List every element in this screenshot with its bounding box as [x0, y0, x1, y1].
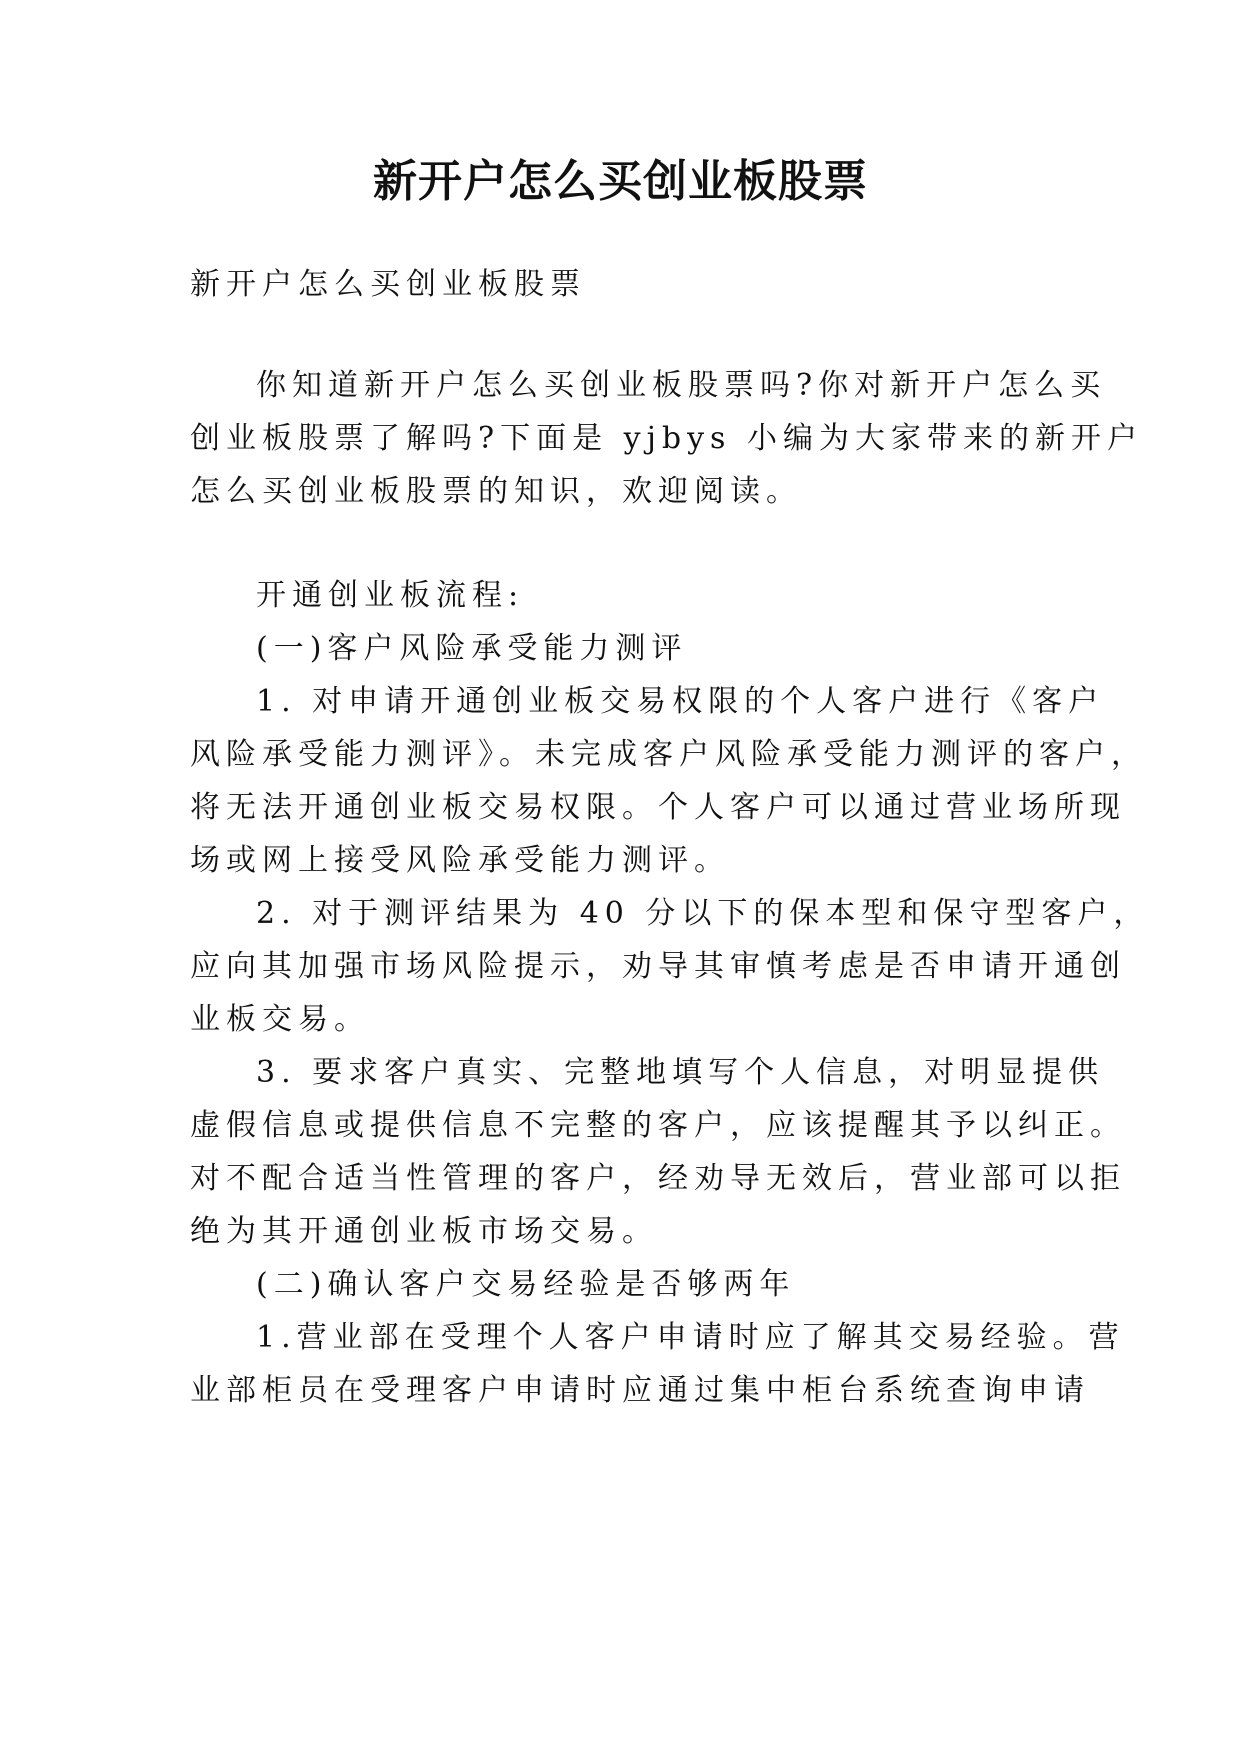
intro-line-1: 你知道新开户怎么买创业板股票吗?你对新开户怎么买 — [256, 368, 1107, 403]
part2-heading: (二)确认客户交易经验是否够两年 — [256, 1267, 796, 1302]
item3-line-1: 3. 要求客户真实、完整地填写个人信息，对明显提供 — [256, 1055, 1105, 1090]
item1-line-1: 1. 对申请开通创业板交易权限的个人客户进行《客户 — [256, 684, 1105, 719]
item3-line-3: 对不配合适当性管理的客户，经劝导无效后，营业部可以拒 — [190, 1161, 1126, 1196]
intro-line-3: 怎么买创业板股票的知识，欢迎阅读。 — [190, 474, 802, 509]
part1-heading: (一)客户风险承受能力测评 — [256, 631, 688, 666]
item1-line-2: 风险承受能力测评》。未完成客户风险承受能力测评的客户， — [190, 737, 1147, 772]
item2-line-1: 2. 对于测评结果为 40 分以下的保本型和保守型客户， — [256, 896, 1150, 931]
section-heading: 开通创业板流程: — [256, 578, 525, 613]
part2-item1-line-2: 业部柜员在受理客户申请时应通过集中柜台系统查询申请 — [190, 1373, 1090, 1408]
item1-line-4: 场或网上接受风险承受能力测评。 — [190, 843, 730, 878]
item2-line-2: 应向其加强市场风险提示，劝导其审慎考虑是否申请开通创 — [190, 949, 1126, 984]
item3-line-2: 虚假信息或提供信息不完整的客户，应该提醒其予以纠正。 — [190, 1108, 1126, 1143]
part2-item1-line-1: 1.营业部在受理个人客户申请时应了解其交易经验。营 — [256, 1320, 1125, 1355]
item2-line-3: 业板交易。 — [190, 1002, 370, 1037]
item1-line-3: 将无法开通创业板交易权限。个人客户可以通过营业场所现 — [190, 790, 1126, 825]
item3-line-4: 绝为其开通创业板市场交易。 — [190, 1214, 658, 1249]
intro-line-2: 创业板股票了解吗?下面是 yjbys 小编为大家带来的新开户 — [190, 421, 1143, 456]
document-subtitle: 新开户怎么买创业板股票 — [190, 267, 586, 302]
document-title: 新开户怎么买创业板股票 — [373, 156, 868, 207]
